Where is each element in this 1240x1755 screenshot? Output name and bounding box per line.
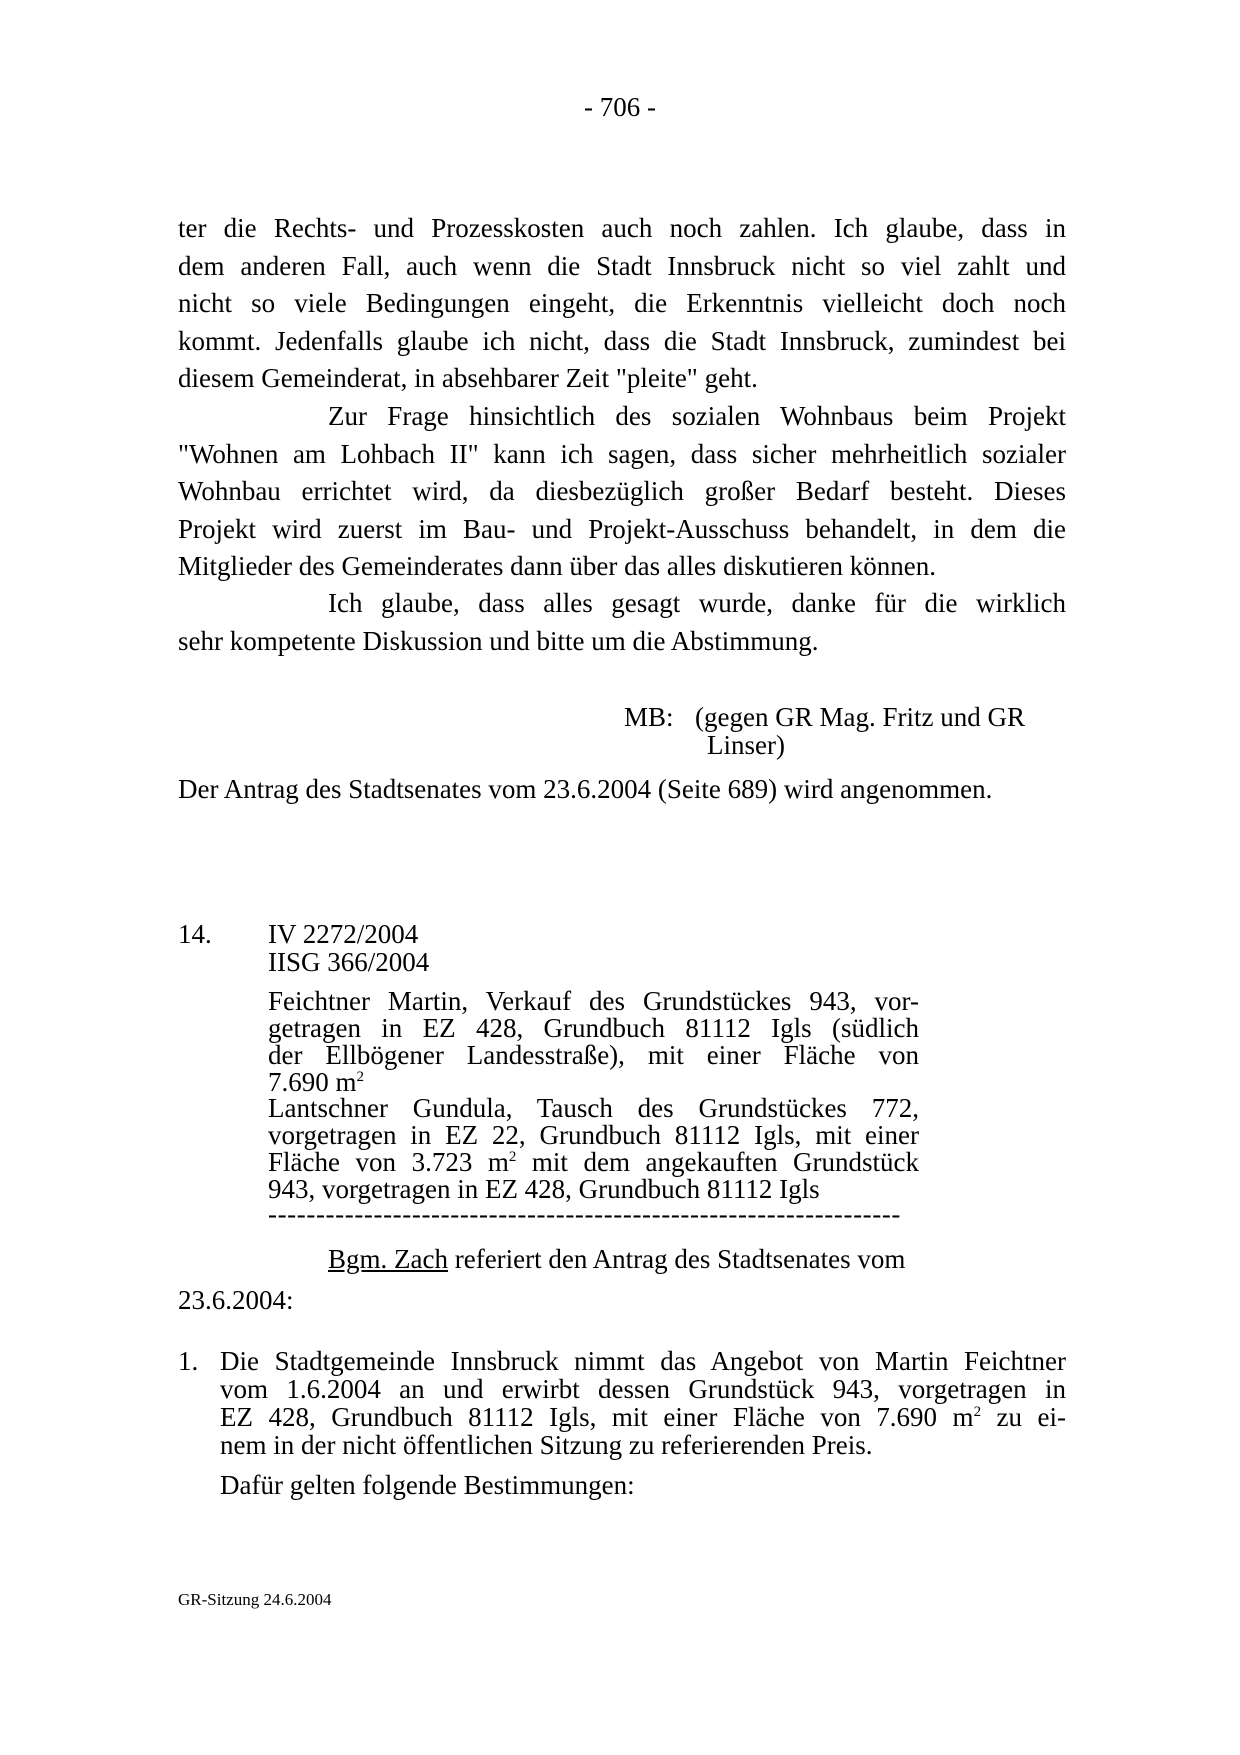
vote-line-2: Linser) [707, 730, 785, 760]
referent-name: Bgm. Zach [328, 1244, 448, 1274]
separator-line: ------------------------------------------------------------------ [268, 1199, 902, 1229]
text-part: EZ 428, Grundbuch 81112 Igls, mit einer Fläche von 7.690 m [220, 1402, 974, 1432]
text-line [268, 1069, 919, 1096]
text-line: ter die Rechts- und Prozesskosten auch noch zahlen. Ich glaube, dass in [178, 213, 1066, 243]
text-line: kommt. Jedenfalls glaube ich nicht, dass die Stadt Innsbruck, zumindest bei [178, 325, 1066, 356]
text-line: Die Stadtgemeinde Innsbruck nimmt das Angebot von Martin Feichtner [220, 1346, 1066, 1376]
text-line: Mitglieder des Gemeinderates dann über das alles diskutieren können. [178, 551, 937, 581]
text-line: nem in der nicht öffentlichen Sitzung zu referierenden Preis. [220, 1430, 873, 1460]
text-line: Projekt wird zuerst im Bau- und Projekt-Ausschuss behandelt, in dem die [178, 513, 1066, 544]
item-description-1 [268, 988, 919, 1096]
reference-1: IV 2272/2004 [268, 919, 419, 949]
referent-date: 23.6.2004: [178, 1285, 294, 1315]
text-line: Zur Frage hinsichtlich des sozialen Wohnbaus beim Projekt [328, 401, 1066, 431]
paragraph-3 [178, 585, 1066, 660]
point-1-text [220, 1347, 1066, 1459]
text-line: vom 1.6.2004 an und erwirbt dessen Grundstück 943, vorgetragen in [220, 1374, 1066, 1404]
vote-line-1: (gegen GR Mag. Fritz und GR [695, 702, 1025, 732]
item-description-2 [268, 1095, 919, 1203]
text-line: nicht so viele Bedingungen eingeht, die Erkenntnis vielleicht doch noch [178, 288, 1066, 318]
text-part: mit dem angekauften Grundstück [516, 1147, 919, 1177]
area-value: 7.690 m [268, 1067, 357, 1097]
result-statement: Der Antrag des Stadtsenates vom 23.6.2004 (Seite 689) wird angenommen. [178, 774, 993, 804]
vote-label: MB: [624, 702, 674, 732]
superscript: 2 [508, 1149, 517, 1165]
item-references [268, 920, 429, 976]
text-line [268, 1149, 919, 1176]
point-1-subheading: Dafür gelten folgende Bestimmungen: [220, 1470, 635, 1500]
text-line: vorgetragen in EZ 22, Grundbuch 81112 Igls, mit einer [268, 1120, 919, 1150]
text-line: der Ellbögener Landesstraße), mit einer Fläche von [268, 1040, 919, 1070]
referent-line [328, 1242, 905, 1276]
text-part: zu ei- [981, 1402, 1067, 1432]
text-line: diesem Gemeinderat, in absehbarer Zeit "pleite" geht. [178, 363, 758, 393]
text-line: sehr kompetente Diskussion und bitte um die Abstimmung. [178, 625, 819, 656]
item-number: 14. [178, 919, 212, 949]
text-line: dem anderen Fall, auch wenn die Stadt Innsbruck nicht so viel zahlt und [178, 250, 1066, 281]
text-line: Wohnbau errichtet wird, da diesbezüglich großer Bedarf besteht. Dieses [178, 476, 1066, 506]
point-number: 1. [178, 1346, 199, 1376]
text-line: getragen in EZ 428, Grundbuch 81112 Igls (südlich [268, 1013, 919, 1043]
paragraph-2 [178, 398, 1066, 586]
text-line [220, 1403, 1066, 1431]
text-line: "Wohnen am Lohbach II" kann ich sagen, dass sicher mehrheitlich sozialer [178, 438, 1066, 469]
text-line: Ich glaube, dass alles gesagt wurde, danke für die wirklich [328, 588, 1066, 618]
text-line: 943, vorgetragen in EZ 428, Grundbuch 81112 Igls [268, 1174, 820, 1204]
reference-2: IISG 366/2004 [268, 947, 430, 977]
referent-text: referiert den Antrag des Stadtsenates vom [447, 1244, 906, 1274]
text-line: Lantschner Gundula, Tausch des Grundstückes 772, [268, 1093, 919, 1123]
superscript: 2 [356, 1069, 365, 1085]
vote-note [695, 703, 1025, 759]
footer: GR-Sitzung 24.6.2004 [178, 1590, 332, 1609]
text-part: Fläche von 3.723 m [268, 1147, 509, 1177]
text-line: Feichtner Martin, Verkauf des Grundstückes 943, vor- [268, 986, 919, 1016]
page-number: - 706 - [584, 92, 656, 122]
superscript: 2 [973, 1404, 982, 1420]
paragraph-1 [178, 210, 1066, 398]
